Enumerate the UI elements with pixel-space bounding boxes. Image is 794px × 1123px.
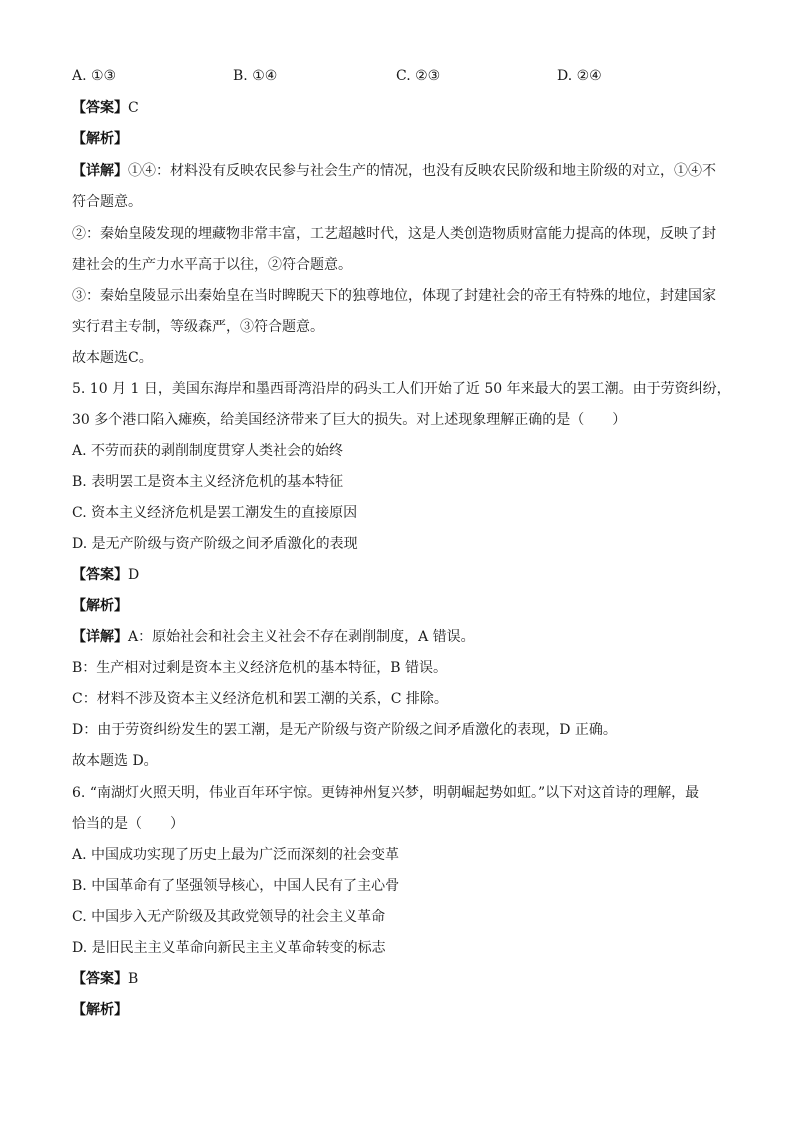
answer-tag: 【答案】 <box>72 971 128 987</box>
q5-detail-line-2: B：生产相对过剩是资本主义经济危机的基本特征，B 错误。 <box>72 660 448 676</box>
answer-tag: 【答案】 <box>72 567 128 583</box>
q6-stem-line-2: 恰当的是（ ） <box>72 816 184 832</box>
q5-detail-line-4: D：由于劳资纠纷发生的罢工潮，是无产阶级与资产阶级之间矛盾激化的表现，D 正确。 <box>72 722 617 738</box>
answer-value: C <box>128 100 139 116</box>
q4-analysis <box>72 129 128 149</box>
q4-conclusion: 故本题选C。 <box>72 350 153 366</box>
q5-answer <box>72 565 139 585</box>
q6-option-b: B. 中国革命有了坚强领导核心，中国人民有了主心骨 <box>72 878 400 894</box>
detail-tag: 【详解】 <box>72 163 128 179</box>
answer-value: D <box>128 567 140 583</box>
q6-answer <box>72 969 138 989</box>
q4-detail-line-2: 符合题意。 <box>72 194 142 210</box>
q5-stem-line-1: 5. 10 月 1 日，美国东海岸和墨西哥湾沿岸的码头工人们开始了近 50 年来最大的罢工潮。由于劳资纠纷， <box>72 381 731 397</box>
q5-stem-line-2: 30 多个港口陷入瘫痪，给美国经济带来了巨大的损失。对上述现象理解正确的是（ ） <box>72 412 627 428</box>
q6-stem-line-1: 6. “南湖灯火照天明，伟业百年环宇惊。更铸神州复兴梦，明朝崛起势如虹。”以下对这首诗的理解，最 <box>72 785 700 801</box>
analysis-tag: 【解析】 <box>72 131 128 147</box>
q5-option-d: D. 是无产阶级与资产阶级之间矛盾激化的表现 <box>72 536 358 552</box>
q5-option-a: A. 不劳而获的剥削制度贯穿人类社会的始终 <box>72 443 344 459</box>
q5-detail-line-3: C：材料不涉及资本主义经济危机和罢工潮的关系，C 排除。 <box>72 691 448 707</box>
q6-option-a: A. 中国成功实现了历史上最为广泛而深刻的社会变革 <box>72 847 400 863</box>
answer-tag: 【答案】 <box>72 100 128 116</box>
analysis-tag: 【解析】 <box>72 598 128 614</box>
q5-option-c: C. 资本主义经济危机是罢工潮发生的直接原因 <box>72 505 358 521</box>
q6-option-c: C. 中国步入无产阶级及其政党领导的社会主义革命 <box>72 909 386 925</box>
q4-answer <box>72 98 139 118</box>
q6-option-d: D. 是旧民主主义革命向新民主主义革命转变的标志 <box>72 940 386 956</box>
q4-option-a: A. ①③ <box>72 68 117 84</box>
detail-text: A：原始社会和社会主义社会不存在剥削制度，A 错误。 <box>128 629 475 645</box>
q4-option-c: C. ②③ <box>396 68 441 84</box>
analysis-tag: 【解析】 <box>72 1002 128 1018</box>
answer-value: B <box>128 971 139 987</box>
q5-option-b: B. 表明罢工是资本主义经济危机的基本特征 <box>72 474 344 490</box>
q4-detail-line-1 <box>72 161 716 181</box>
q4-option-b: B. ①④ <box>233 68 278 84</box>
q4-option-d: D. ②④ <box>557 68 602 84</box>
q4-detail-line-3: ②：秦始皇陵发现的埋藏物非常丰富，工艺超越时代，这是人类创造物质财富能力提高的体现，反映了封 <box>72 226 716 242</box>
q5-analysis <box>72 596 128 616</box>
q4-detail-line-6: 实行君主专制，等级森严，③符合题意。 <box>72 319 324 335</box>
q4-detail-line-4: 建社会的生产力水平高于以往，②符合题意。 <box>72 257 352 273</box>
detail-text: ①④：材料没有反映农民参与社会生产的情况，也没有反映农民阶级和地主阶级的对立，①④不 <box>128 163 716 179</box>
q4-detail-line-5: ③：秦始皇陵显示出秦始皇在当时睥睨天下的独尊地位，体现了封建社会的帝王有特殊的地位，封建国家 <box>72 288 716 304</box>
q6-analysis <box>72 1000 128 1020</box>
q5-detail-line-1 <box>72 627 475 647</box>
detail-tag: 【详解】 <box>72 629 128 645</box>
q5-conclusion: 故本题选 D。 <box>72 753 158 769</box>
